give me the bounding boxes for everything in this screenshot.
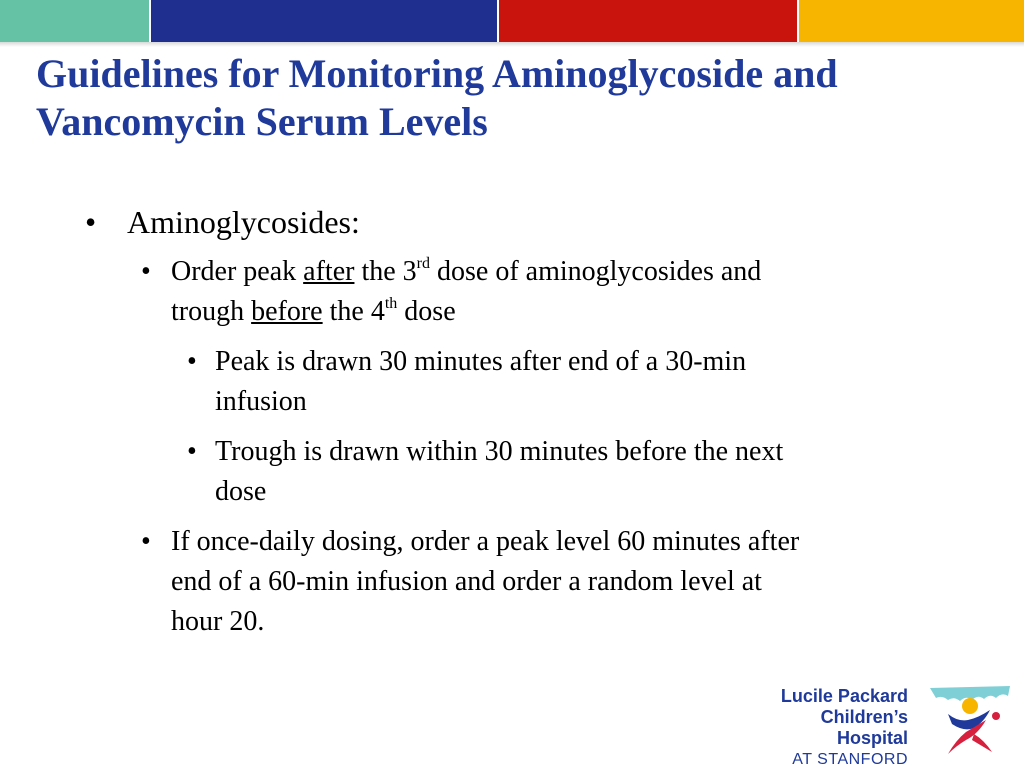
slide-title-line2: Vancomycin Serum Levels xyxy=(36,99,488,144)
text-run: the 3 xyxy=(354,256,417,287)
header-bar-shadow xyxy=(0,42,1024,47)
logo-line1: Lucile Packard xyxy=(780,686,908,706)
underlined-after: after xyxy=(303,256,355,287)
bullet-text-line2 xyxy=(171,292,951,332)
bullet-text-line2: infusion xyxy=(215,386,307,417)
logo-line3: AT STANFORD xyxy=(792,751,908,768)
header-bar-blue xyxy=(150,0,498,42)
superscript-rd: rd xyxy=(416,254,430,272)
bullet-text-line1: Trough is drawn within 30 minutes before the next xyxy=(215,436,784,467)
bullet-marker: • xyxy=(141,256,151,287)
slide-title-line1: Guidelines for Monitoring Aminoglycoside and xyxy=(36,51,838,96)
header-bar-red xyxy=(498,0,798,42)
header-bar-teal xyxy=(0,0,150,42)
header-bar-divider xyxy=(797,0,799,42)
header-bar-yellow xyxy=(798,0,1024,42)
bullet-trough-drawn xyxy=(187,432,935,512)
bullet-text-line1: If once-daily dosing, order a peak level 60 minutes after xyxy=(171,526,800,557)
header-bar-divider xyxy=(497,0,499,42)
bullet-marker: • xyxy=(85,204,97,240)
text-run: trough xyxy=(171,296,252,327)
bullet-text-line1: Peak is drawn 30 minutes after end of a 30-min xyxy=(215,346,747,377)
bullet-marker: • xyxy=(187,436,197,467)
hospital-logo xyxy=(756,680,1016,768)
bullet-marker: • xyxy=(141,526,151,557)
header-bar-divider xyxy=(149,0,151,42)
header-color-bar xyxy=(0,0,1024,42)
slide-title xyxy=(36,50,996,146)
bullet-aminoglycosides xyxy=(85,200,360,244)
bullet-text-line3: hour 20. xyxy=(171,606,265,637)
bullet-text-line2: dose xyxy=(215,476,267,507)
text-run: dose xyxy=(397,296,456,327)
superscript-th: th xyxy=(384,294,398,312)
logo-text xyxy=(756,686,908,770)
bullet-text-line2: end of a 60-min infusion and order a random level at xyxy=(171,566,762,597)
bullet-marker: • xyxy=(187,346,197,377)
bullet-peak-drawn xyxy=(187,342,935,422)
bullet-once-daily xyxy=(141,522,951,642)
bullet-text-line1 xyxy=(171,252,951,292)
text-run: dose of aminoglycosides and xyxy=(430,256,762,287)
logo-line2: Children’s Hospital xyxy=(820,707,908,748)
bullet-text: Aminoglycosides: xyxy=(127,204,360,240)
underlined-before: before xyxy=(251,296,323,327)
bullet-order-peak xyxy=(141,252,951,332)
text-run: Order peak xyxy=(171,256,304,287)
text-run: the 4 xyxy=(322,296,385,327)
lucile-packard-logo-icon xyxy=(926,682,1012,758)
